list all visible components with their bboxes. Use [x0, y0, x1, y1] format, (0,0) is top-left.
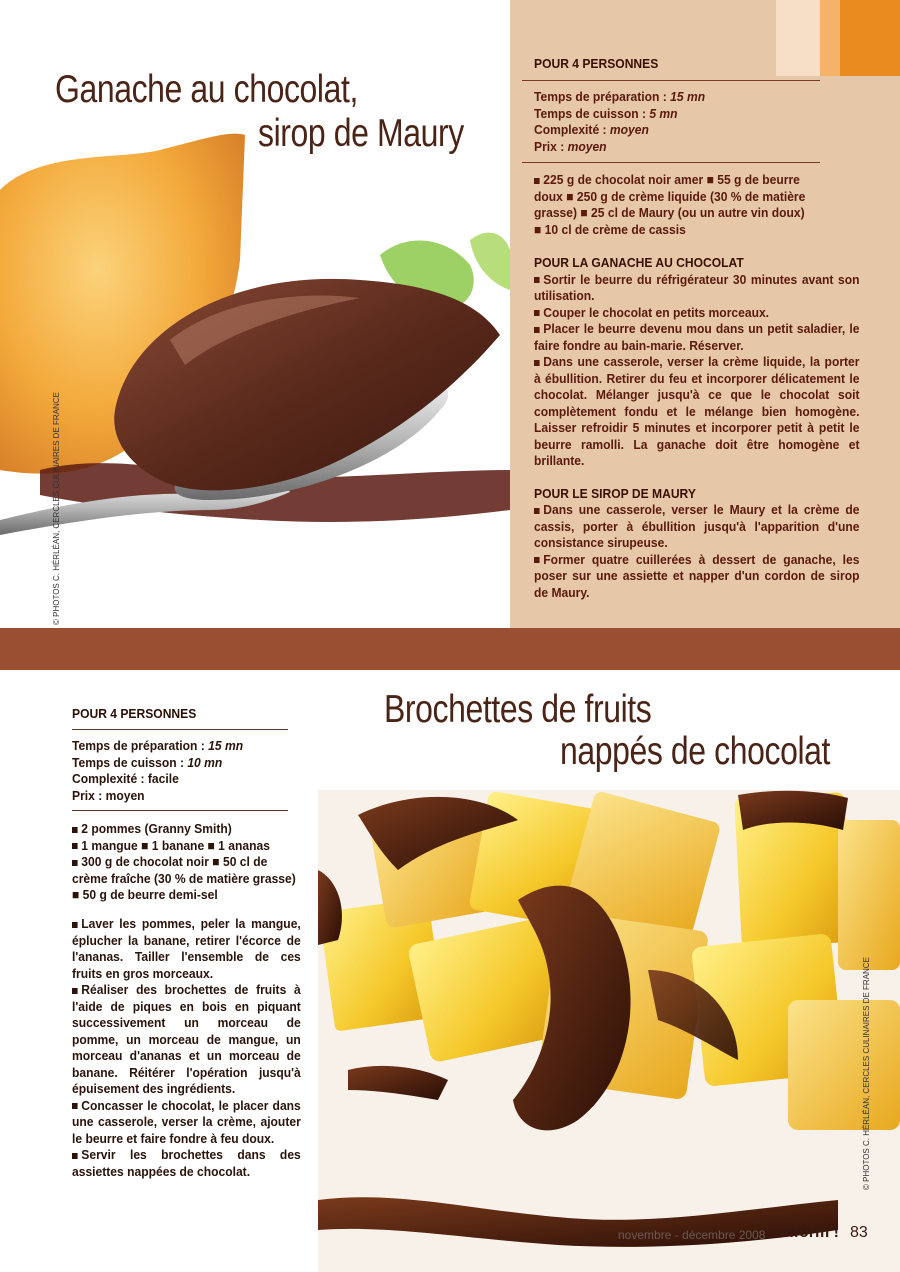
- cook-label: Temps de cuisson :: [72, 754, 188, 770]
- ingredients-text: 225 g de chocolat noir amer ■ 55 g de beurre doux ■ 250 g de crème liquide (30 % de matière grasse) ■ 25 cl de Maury (ou un autre vin doux) ■ 10 cl de crème de cassis: [534, 172, 806, 237]
- step-text: Sortir le beurre du réfrigérateur 30 minutes avant son utilisation.: [534, 271, 860, 303]
- servings-label: POUR 4 PERSONNES: [534, 56, 659, 71]
- price-value: moyen: [567, 138, 607, 154]
- prep-value: 15 mn: [208, 738, 244, 753]
- step-text: Réaliser des brochettes de fruits à l'aide de piques en bois en piquant successivement un morceau de pomme, un morceau de mangue, un morceau d'ananas et un morceau de banane. Réitérer l'opération jusqu'à épuisement des ingrédients.: [72, 982, 301, 1096]
- recipe2-title-line2: nappés de chocolat: [560, 730, 830, 773]
- step-text: Couper le chocolat en petits morceaux.: [543, 304, 770, 320]
- recipe2-servings: [72, 706, 286, 723]
- prep-label: Temps de préparation :: [72, 738, 209, 753]
- ingredient-text: 2 pommes (Granny Smith): [81, 821, 232, 836]
- section-divider-band: [0, 628, 900, 670]
- color-tab: [840, 0, 900, 76]
- complexity-value: facile: [147, 771, 179, 786]
- section-title: POUR LA GANACHE AU CHOCOLAT: [534, 255, 744, 270]
- step-text: Concasser le chocolat, le placer dans une casserole, verser la crème, ajouter le beurre et faire fondre à feu doux.: [72, 1097, 301, 1146]
- bullet-icon: [72, 1153, 78, 1159]
- recipe2-meta: [72, 738, 305, 804]
- bullet-icon: [72, 1103, 78, 1109]
- cook-label: Temps de cuisson :: [534, 105, 650, 121]
- bullet-icon: [534, 327, 540, 333]
- price-label: Prix :: [534, 138, 568, 154]
- step-text: Placer le beurre devenu mou dans un petit saladier, le faire fondre au bain-marie. Réserver.: [534, 321, 860, 353]
- step-text: Former quatre cuillerées à dessert de ganache, les poser sur une assiette et napper d'un cordon de sirop de Maury.: [534, 551, 860, 600]
- issue-date: novembre - décembre 2008: [618, 1228, 766, 1242]
- recipe1-steps: [534, 255, 860, 601]
- cook-value: 5 mn: [649, 105, 678, 121]
- ingredient-text: 300 g de chocolat noir ■ 50 cl de crème fraîche (30 % de matière grasse) ■ 50 g de beurre demi-sel: [72, 854, 296, 902]
- complexity-value: moyen: [609, 122, 649, 137]
- photo-credit: © PHOTOS C. HÉRLÉAN, CERCLES CULINAIRES DE FRANCE: [52, 392, 61, 625]
- bullet-icon: [534, 360, 540, 366]
- recipe1-meta: [534, 89, 813, 155]
- photo-credit: © PHOTOS C. HÉRLÉAN, CERCLES CULINAIRES DE FRANCE: [862, 957, 871, 1190]
- divider: [522, 80, 820, 81]
- bullet-icon: [534, 277, 540, 283]
- cook-value: 10 mn: [187, 754, 223, 770]
- bullet-icon: [534, 557, 540, 563]
- magazine-brand: anform !: [775, 1224, 839, 1241]
- recipe1-title-line2: sirop de Maury: [258, 112, 464, 155]
- price-value: moyen: [105, 787, 145, 803]
- bullet-icon: [72, 860, 78, 866]
- prep-label: Temps de préparation :: [534, 89, 671, 104]
- bullet-icon: [534, 508, 540, 514]
- bullet-icon: [72, 843, 78, 849]
- section-title: POUR LE SIROP DE MAURY: [534, 485, 696, 501]
- bullet-icon: [72, 827, 78, 833]
- recipe1-title-line1: Ganache au chocolat,: [55, 68, 358, 111]
- recipe1-ingredients: [534, 172, 815, 238]
- ingredient-text: 1 mangue ■ 1 banane ■ 1 ananas: [81, 837, 270, 853]
- bullet-icon: [534, 178, 540, 184]
- bullet-icon: [72, 922, 78, 928]
- complexity-label: Complexité :: [72, 771, 148, 786]
- step-text: Laver les pommes, peler la mangue, éplucher la banane, retirer l'écorce de l'ananas. Tailler l'ensemble de ces fruits en gros morceaux.: [72, 916, 301, 981]
- bullet-icon: [534, 310, 540, 316]
- recipe2-title-line1: Brochettes de fruits: [384, 688, 652, 731]
- divider: [72, 810, 288, 811]
- divider: [72, 729, 288, 730]
- recipe1-servings: [534, 56, 813, 73]
- step-text: Servir les brochettes dans des assiettes nappées de chocolat.: [72, 1147, 301, 1179]
- bullet-icon: [72, 988, 78, 994]
- complexity-label: Complexité :: [534, 122, 610, 137]
- prep-value: 15 mn: [670, 89, 706, 104]
- step-text: Dans une casserole, verser le Maury et la crème de cassis, porter à ébullition jusqu'à l'apparition d'une consistance sirupeuse.: [534, 502, 860, 550]
- step-text: Dans une casserole, verser la crème liquide, la porter à ébullition. Retirer du feu et incorporer délicatement le chocolat. Mélanger jusqu'à ce que le chocolat soit complètement fondu et le mélange bien homogène. Laisser refroidir 5 minutes et incorporer petit à petit le beurre ramolli. La ganache doit être homogène et brillante.: [534, 354, 860, 468]
- servings-label: POUR 4 PERSONNES: [72, 706, 197, 721]
- price-label: Prix :: [72, 787, 106, 803]
- recipe2-steps: [72, 916, 301, 1180]
- recipe2-ingredients: [72, 821, 301, 904]
- color-tab: [820, 0, 840, 76]
- divider: [522, 162, 820, 163]
- page-number: 83: [850, 1224, 868, 1241]
